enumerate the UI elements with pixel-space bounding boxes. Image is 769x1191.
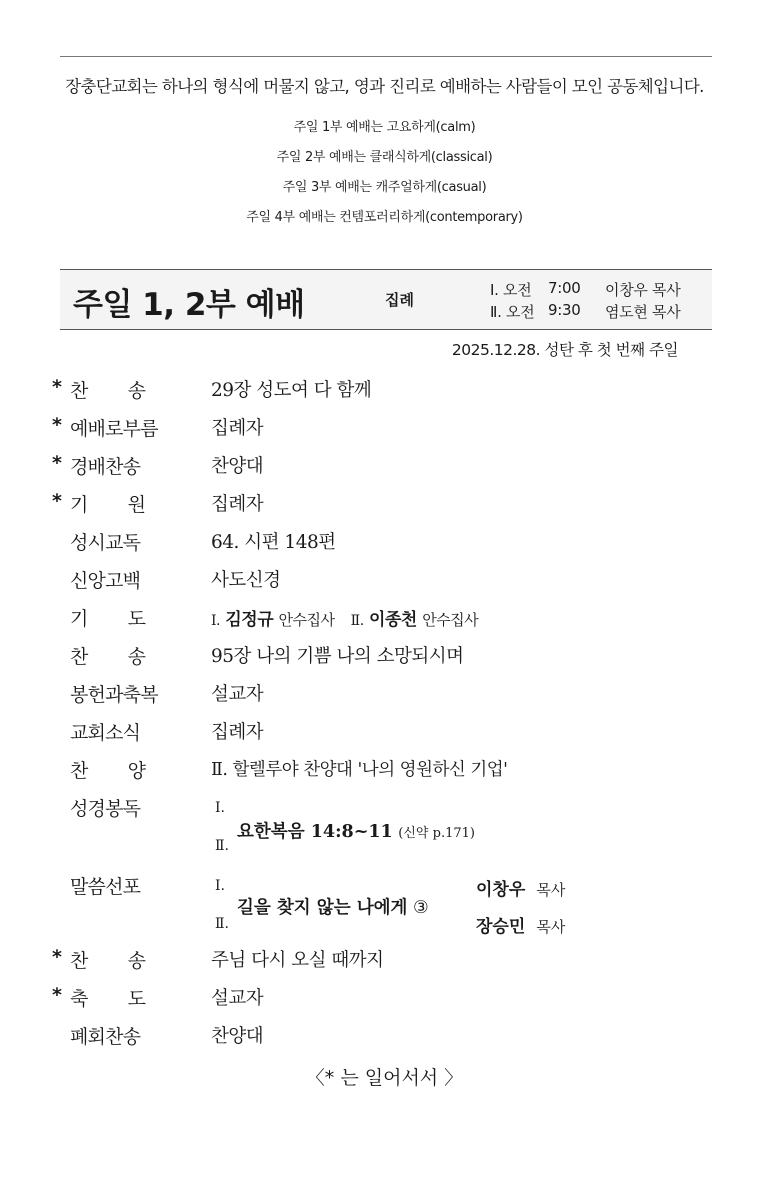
order-label: 기 도 — [70, 608, 146, 630]
order-label: 폐회찬송 — [70, 1026, 141, 1048]
sermon-preacher-2: 장승민 목사 — [476, 917, 566, 937]
order-content: Ⅰ. 김정규 안수집사 Ⅱ. 이종천 안수집사 — [211, 610, 479, 630]
sermon-title: 길을 찾지 않는 나에게 ③ — [237, 898, 429, 918]
order-item-hymn-2 — [0, 642, 769, 679]
order-item-anthem — [0, 756, 769, 793]
order-content: 95장 나의 기쁨 나의 소망되시며 — [211, 646, 464, 667]
order-item-sermon — [0, 872, 769, 942]
standing-marker: * — [52, 414, 62, 436]
order-label: 신앙고백 — [70, 570, 141, 592]
service-2-pastor: 염도현 목사 — [605, 303, 681, 321]
order-content: 집례자 — [211, 418, 264, 439]
order-item-responsive-reading — [0, 528, 769, 565]
order-item-postlude — [0, 1022, 769, 1059]
order-label: 기 원 — [70, 494, 146, 516]
order-item-prayer — [0, 604, 769, 641]
order-content: 주님 다시 오실 때까지 — [211, 950, 384, 971]
service-2-time: 9:30 — [548, 301, 581, 319]
order-content: 64. 시편 148편 — [211, 532, 336, 553]
order-content: 찬양대 — [211, 1026, 264, 1047]
order-content: 찬양대 — [211, 456, 264, 477]
order-label: 교회소식 — [70, 722, 141, 744]
service-1-pastor: 이창우 목사 — [605, 281, 681, 299]
order-label: 찬 송 — [70, 646, 146, 668]
standing-marker: * — [52, 376, 62, 398]
standing-marker: * — [52, 946, 62, 968]
order-item-offering — [0, 680, 769, 717]
sermon-roman-1: Ⅰ. — [215, 878, 225, 894]
order-label: 축 도 — [70, 988, 146, 1010]
top-divider — [60, 56, 712, 57]
order-label: 찬 송 — [70, 950, 146, 972]
order-item-benediction — [0, 984, 769, 1021]
standing-marker: * — [52, 452, 62, 474]
standing-note: 〈* 는 일어서서 〉 — [305, 1067, 464, 1089]
order-item-praise-hymn — [0, 452, 769, 489]
scripture-roman-1: Ⅰ. — [215, 800, 225, 816]
standing-marker: * — [52, 490, 62, 512]
sermon-preacher-1: 이창우 목사 — [476, 880, 566, 900]
service-title: 주일 1, 2부 예배 — [73, 287, 305, 323]
order-item-hymn — [0, 376, 769, 413]
order-label: 말씀선포 — [70, 876, 141, 898]
service-style-3: 주일 3부 예배는 캐주얼하게(casual) — [282, 180, 487, 195]
order-item-creed — [0, 566, 769, 603]
order-item-scripture — [0, 794, 769, 864]
order-label: 성경봉독 — [70, 798, 141, 820]
service-1-time: 7:00 — [548, 279, 581, 297]
order-label: 찬 송 — [70, 380, 146, 402]
order-item-call-to-worship — [0, 414, 769, 451]
service-1-num: Ⅰ. 오전 — [490, 281, 532, 299]
order-label: 경배찬송 — [70, 456, 141, 478]
order-content: Ⅱ. 할렐루야 찬양대 '나의 영원하신 기업' — [211, 760, 508, 780]
order-item-closing-hymn — [0, 946, 769, 983]
service-style-2: 주일 2부 예배는 클래식하게(classical) — [276, 150, 493, 165]
church-intro: 장충단교회는 하나의 형식에 머물지 않고, 영과 진리로 예배하는 사람들이 모인 공동체입니다. — [65, 77, 704, 96]
order-label: 성시교독 — [70, 532, 141, 554]
order-content: 집례자 — [211, 494, 264, 515]
scripture-roman-2: Ⅱ. — [215, 838, 229, 854]
order-content: 설교자 — [211, 988, 264, 1009]
service-2-num: Ⅱ. 오전 — [490, 303, 535, 321]
order-content: 집례자 — [211, 722, 264, 743]
service-style-1: 주일 1부 예배는 고요하게(calm) — [293, 120, 476, 135]
order-content: 사도신경 — [211, 570, 281, 591]
order-item-announcements — [0, 718, 769, 755]
service-style-4: 주일 4부 예배는 컨템포러리하게(contemporary) — [246, 210, 523, 225]
order-item-invocation — [0, 490, 769, 527]
sermon-roman-2: Ⅱ. — [215, 916, 229, 932]
order-label: 봉헌과축복 — [70, 684, 158, 706]
order-content: 설교자 — [211, 684, 264, 705]
scripture-passage: 요한복음 14:8~11 (신약 p.171) — [237, 822, 475, 842]
order-label: 찬 양 — [70, 760, 146, 782]
standing-marker: * — [52, 984, 62, 1006]
officiant-label: 집례 — [385, 291, 414, 309]
service-date: 2025.12.28. 성탄 후 첫 번째 주일 — [451, 341, 678, 359]
order-content: 29장 성도여 다 함께 — [211, 380, 372, 401]
order-label: 예배로부름 — [70, 418, 158, 440]
